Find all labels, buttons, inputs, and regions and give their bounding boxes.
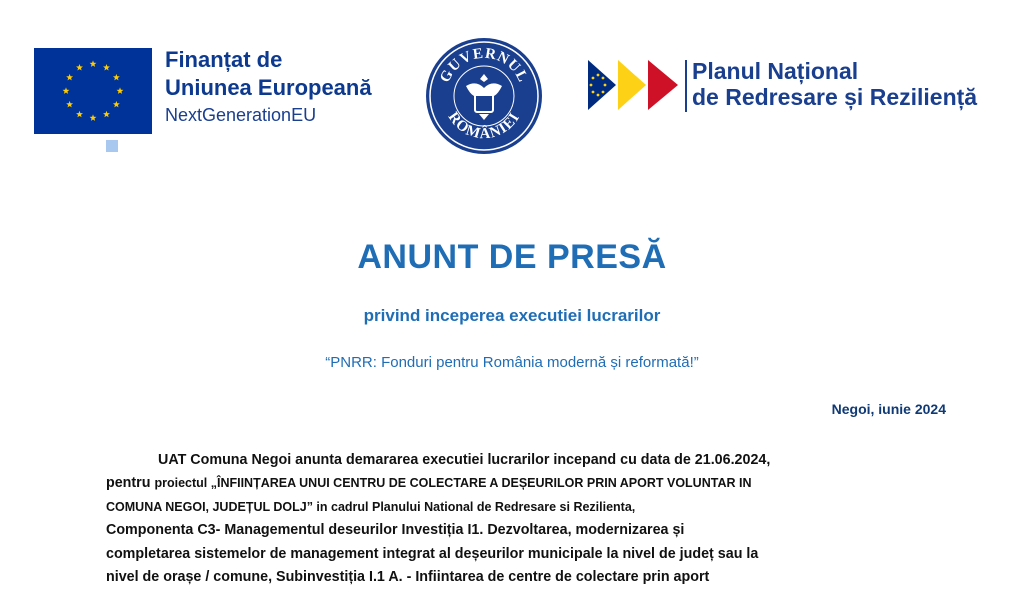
pnrr-arrows-icon xyxy=(588,58,680,112)
pnrr-divider xyxy=(685,60,687,112)
paragraph-line: nivel de orașe / comune, Subinvestiția I.1 A. - Infiintarea de centre de colectare prin aport xyxy=(106,569,710,586)
eu-star-icon xyxy=(66,101,73,108)
eu-logo-accent xyxy=(106,140,118,152)
press-release-title: ANUNT DE PRESĂ xyxy=(357,238,667,276)
paragraph-line: Componenta C3- Managementul deseurilor Investiția I1. Dezvoltarea, modernizarea și xyxy=(106,522,685,539)
eu-star-icon xyxy=(90,114,97,121)
eu-star-icon xyxy=(90,60,97,67)
eu-star-icon xyxy=(103,64,110,71)
eu-star-icon xyxy=(117,87,124,94)
eu-star-icon xyxy=(76,111,83,118)
pnrr-line1: Planul Național xyxy=(692,58,859,84)
eu-star-icon xyxy=(66,74,73,81)
eu-funding-line2: Uniunea Europeană xyxy=(165,75,372,100)
eu-flag-logo xyxy=(34,48,152,134)
announcement-paragraph xyxy=(106,449,946,589)
paragraph-line: UAT Comuna Negoi anunta demararea executiei lucrarilor incepand cu data de 21.06.2024, xyxy=(158,452,771,468)
eu-funding-line3: NextGenerationEU xyxy=(165,105,317,125)
eu-funding-line1: Finanțat de xyxy=(165,47,283,72)
eu-star-icon xyxy=(63,87,70,94)
pnrr-text xyxy=(692,58,977,110)
romania-seal-icon xyxy=(424,36,544,156)
eu-star-icon xyxy=(76,64,83,71)
slogan-quote: “PNRR: Fonduri pentru România modernă și reformată!” xyxy=(325,354,699,371)
paragraph-line: completarea sistemelor de management integrat al deșeurilor municipale la nivel de județ sau la xyxy=(106,545,759,562)
pnrr-flag-logo xyxy=(588,58,680,112)
press-release-subtitle: privind inceperea executiei lucrarilor xyxy=(363,306,661,325)
dateline: Negoi, iunie 2024 xyxy=(831,401,946,417)
seal-top-text: GUVERNUL xyxy=(437,45,531,86)
paragraph-line xyxy=(106,472,946,495)
paragraph-project-title: proiectul „ÎNFIINȚAREA UNUI CENTRU DE COLECTARE A DEȘEURILOR PRIN APORT VOLUNTAR IN xyxy=(154,476,752,491)
paragraph-line: COMUNA NEGOI, JUDEȚUL DOLJ” in cadrul Planului National de Redresare si Rezilienta, xyxy=(106,499,636,514)
government-seal-logo xyxy=(424,36,544,156)
eu-stars-icon xyxy=(34,48,152,134)
seal-bottom-text: ROMÂNIEI xyxy=(444,109,524,143)
eu-funding-text xyxy=(165,46,372,128)
pnrr-line2: de Redresare și Reziliență xyxy=(692,84,978,110)
paragraph-word: pentru xyxy=(106,475,151,492)
eu-star-icon xyxy=(113,101,120,108)
eu-star-icon xyxy=(113,74,120,81)
eu-star-icon xyxy=(103,111,110,118)
